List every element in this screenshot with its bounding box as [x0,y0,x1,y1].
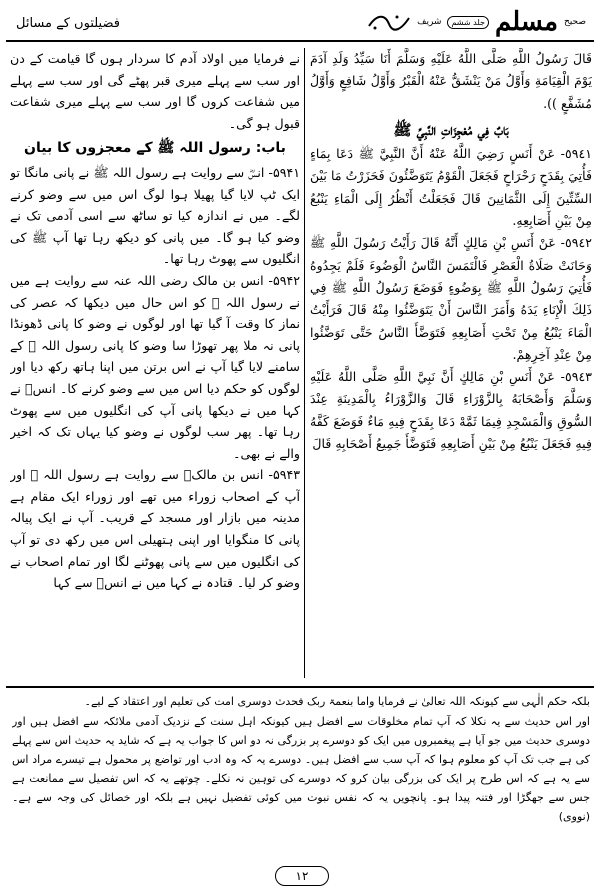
footnote-separator [6,686,594,688]
logo-prefix: صحیح [564,17,586,27]
book-title: مسلم [494,7,559,37]
arabic-chapter-heading: بَابٌ فِي مُعْجِزَاتِ النَّبِيِّ ﷺ [393,120,509,139]
urdu-hadith-5941: ۵۹۴۱- انسؓ سے روایت ہے رسول اللہ ﷺ نے پانی مانگا تو ایک ٹپ لایا گیا پھیلا ہوا لوگ اس میں سے وضو کرنے لگے۔ میں نے اندازہ کیا تو ساٹھ سے اسی آدمی تک نے وضو کیا ہو گا۔ میں پانی کو دیکھ رہا تھا آپ ﷺ کی انگلیوں سے پھوٹ رہا تھا۔ [10,164,300,267]
urdu-chapter-heading: باب: رسول اللہ ﷺ کے معجزوں کا بیان [24,140,286,157]
footnotes [12,692,590,862]
arabic-column [310,48,592,678]
book-logo [367,6,586,38]
logo-suffix: شریف [417,17,442,27]
arabic-hadith-5942: ٥٩٤٢- عَنْ أَنَسِ بْنِ مَالِكٍ أَنَّهُ قَالَ رَأَيْتُ رَسُولَ اللَّهِ ﷺ وَحَانَتْ صَلَاةُ الْعَصْرِ فَالْتَمَسَ النَّاسُ الْوَضُوءَ فَلَمْ يَجِدُوهُ فَأُتِيَ رَسُولُ اللَّهِ ﷺ بِوَضُوءٍ فَوَضَعَ رَسُولُ اللَّهِ ﷺ فِي ذَلِكَ الْإِنَاءِ يَدَهُ وَأَمَرَ النَّاسَ أَنْ يَتَوَضَّئُوا مِنْهُ قَالَ فَرَأَيْتُ الْمَاءَ يَنْبُعُ مِنْ تَحْتِ أَصَابِعِهِ فَتَوَضَّأَ النَّاسُ حَتَّى تَوَضَّئُوا مِنْ عِنْدِ آخِرِهِمْ. [310,235,592,362]
urdu-hadith-5943: ۵۹۴۳- انس بن مالکؓ سے روایت ہے رسول اللہ ﷺ اور آپ کے اصحاب زوراء میں تھے اور زوراء ایک مقام ہے مدینہ میں بازار اور مسجد کے قریب۔ آپ نے ایک پیالہ پانی کا منگوایا اور اپنی ہتھیلی اس میں رکھ دی تو آپ کی انگلیوں میں سے پانی پھوٹنے لگا اور تمام اصحاب نے وضو کر لیا۔ قتادہ نے کہا میں نے انسؓ سے کہا [10,467,300,591]
page [6,4,594,888]
calligraphy-ornament-icon [367,12,411,32]
footnote-2: اور اس حدیث سے یہ نکلا کہ آپ تمام مخلوقات سے افضل ہیں کیونکہ اہل سنت کے نزدیک آدمی ملائکہ سے افضل ہیں اور دوسری حدیث میں جو آیا ہے پیغمبروں میں ایک کو دوسرے پر بزرگی نہ دو اس کا جواب یہ ہے کہ شاید یہ حدیث اس سے پہلے کی ہے جب تک آپ کو معلوم ہوا کہ آپ سب سے افضل ہیں۔ دوسرے یہ کہ وہ ادب اور تواضع پر محمول ہے تیسرے مراد اس سے یہ ہے کہ اس طرح پر ایک کی بزرگی بیان کرو کہ دوسرے کی توہین نہ نکلے۔ چوتھے یہ کہ اس تفصیل سے ممانعت ہے جس سے جھگڑا اور فتنہ پیدا ہو۔ پانچویں یہ کہ نفس نبوت میں کوئی تفضیل نہیں ہے بلکہ اور خصائل کی وجہ سے ہے۔ (نووی) [12,715,590,823]
volume-badge: جلد ششم [447,16,489,29]
arabic-hadith-5941: ٥٩٤١- عَنْ أَنَسٍ رَضِيَ اللَّهُ عَنْهُ أَنَّ النَّبِيَّ ﷺ دَعَا بِمَاءٍ فَأُتِيَ بِقَدَحٍ رَحْرَاحٍ فَجَعَلَ الْقَوْمُ يَتَوَضَّئُونَ فَحَزَرْتُ مَا بَيْنَ السِّتِّينَ إِلَى الثَّمَانِينَ قَالَ فَجَعَلْتُ أَنْظُرُ إِلَى الْمَاءِ يَنْبُعُ مِنْ بَيْنِ أَصَابِعِهِ. [310,146,592,229]
footnote-1: بلکہ حکم الٰہی سے کیونکہ اللہ تعالیٰ نے فرمایا واما بنعمۃ ربک فحدث دوسری امت کی تعلیم اور اعتقاد کے لیے۔ [84,695,590,708]
arabic-paragraph: قَالَ رَسُولُ اللَّهِ صَلَّى اللَّهُ عَلَيْهِ وَسَلَّمَ أَنَا سَيِّدُ وَلَدِ آدَمَ يَوْمَ الْقِيَامَةِ وَأَوَّلُ مَنْ يَنْشَقُّ عَنْهُ الْقَبْرُ وَأَوَّلُ شَافِعٍ وَأَوَّلُ مُشَفَّعٍ )). [310,51,592,111]
urdu-column [10,48,300,678]
page-header [6,4,594,42]
urdu-hadith-5942: ۵۹۴۲- انس بن مالک رضی اللہ عنہ سے روایت ہے میں نے رسول اللہ ﷺ کو اس حال میں دیکھا کہ عصر کی نماز کا وقت آ گیا تھا اور لوگوں نے وضو کا پانی ڈھونڈا پانی نہ ملا پھر تھوڑا سا وضو کا پانی رسول اللہ ﷺ کے سامنے لایا گیا آپ نے اس برتن میں اپنا ہاتھ رکھ دیا اور لوگوں کو حکم دیا اس میں سے وضو کرنے کا۔ انسؓ نے کہا میں نے دیکھا پانی آپ کی انگلیوں میں سے پھوٹ رہا تھا۔ پھر سب لوگوں نے وضو کیا یہاں تک کہ اخیر والے نے بھی۔ [10,272,300,461]
arabic-hadith-5943: ٥٩٤٣- عَنْ أَنَسِ بْنِ مَالِكٍ أَنَّ نَبِيَّ اللَّهِ صَلَّى اللَّهُ عَلَيْهِ وَسَلَّمَ وَأَصْحَابَهُ بِالزَّوْرَاءِ قَالَ وَالزَّوْرَاءُ بِالْمَدِينَةِ عِنْدَ السُّوقِ وَالْمَسْجِدِ فِيمَا ثَمَّهْ دَعَا بِقَدَحٍ فِيهِ مَاءٌ فَوَضَعَ كَفَّهُ فِيهِ فَجَعَلَ يَنْبُعُ مِنْ بَيْنِ أَصَابِعِهِ فَتَوَضَّأَ جَمِيعُ أَصْحَابِهِ قَالَ [310,369,592,452]
column-divider [304,48,305,678]
section-title: فضیلتوں کے مسائل [16,16,120,31]
urdu-paragraph: نے فرمایا میں اولاد آدم کا سردار ہوں گا قیامت کے دن اور سب سے پہلے میری قبر پھٹے گی اور سب سے پہلے میں شفاعت کروں گا اور سب سے پہلے میری شفاعت قبول ہو گی۔ [10,51,300,131]
page-number: ۱۲ [275,866,329,886]
